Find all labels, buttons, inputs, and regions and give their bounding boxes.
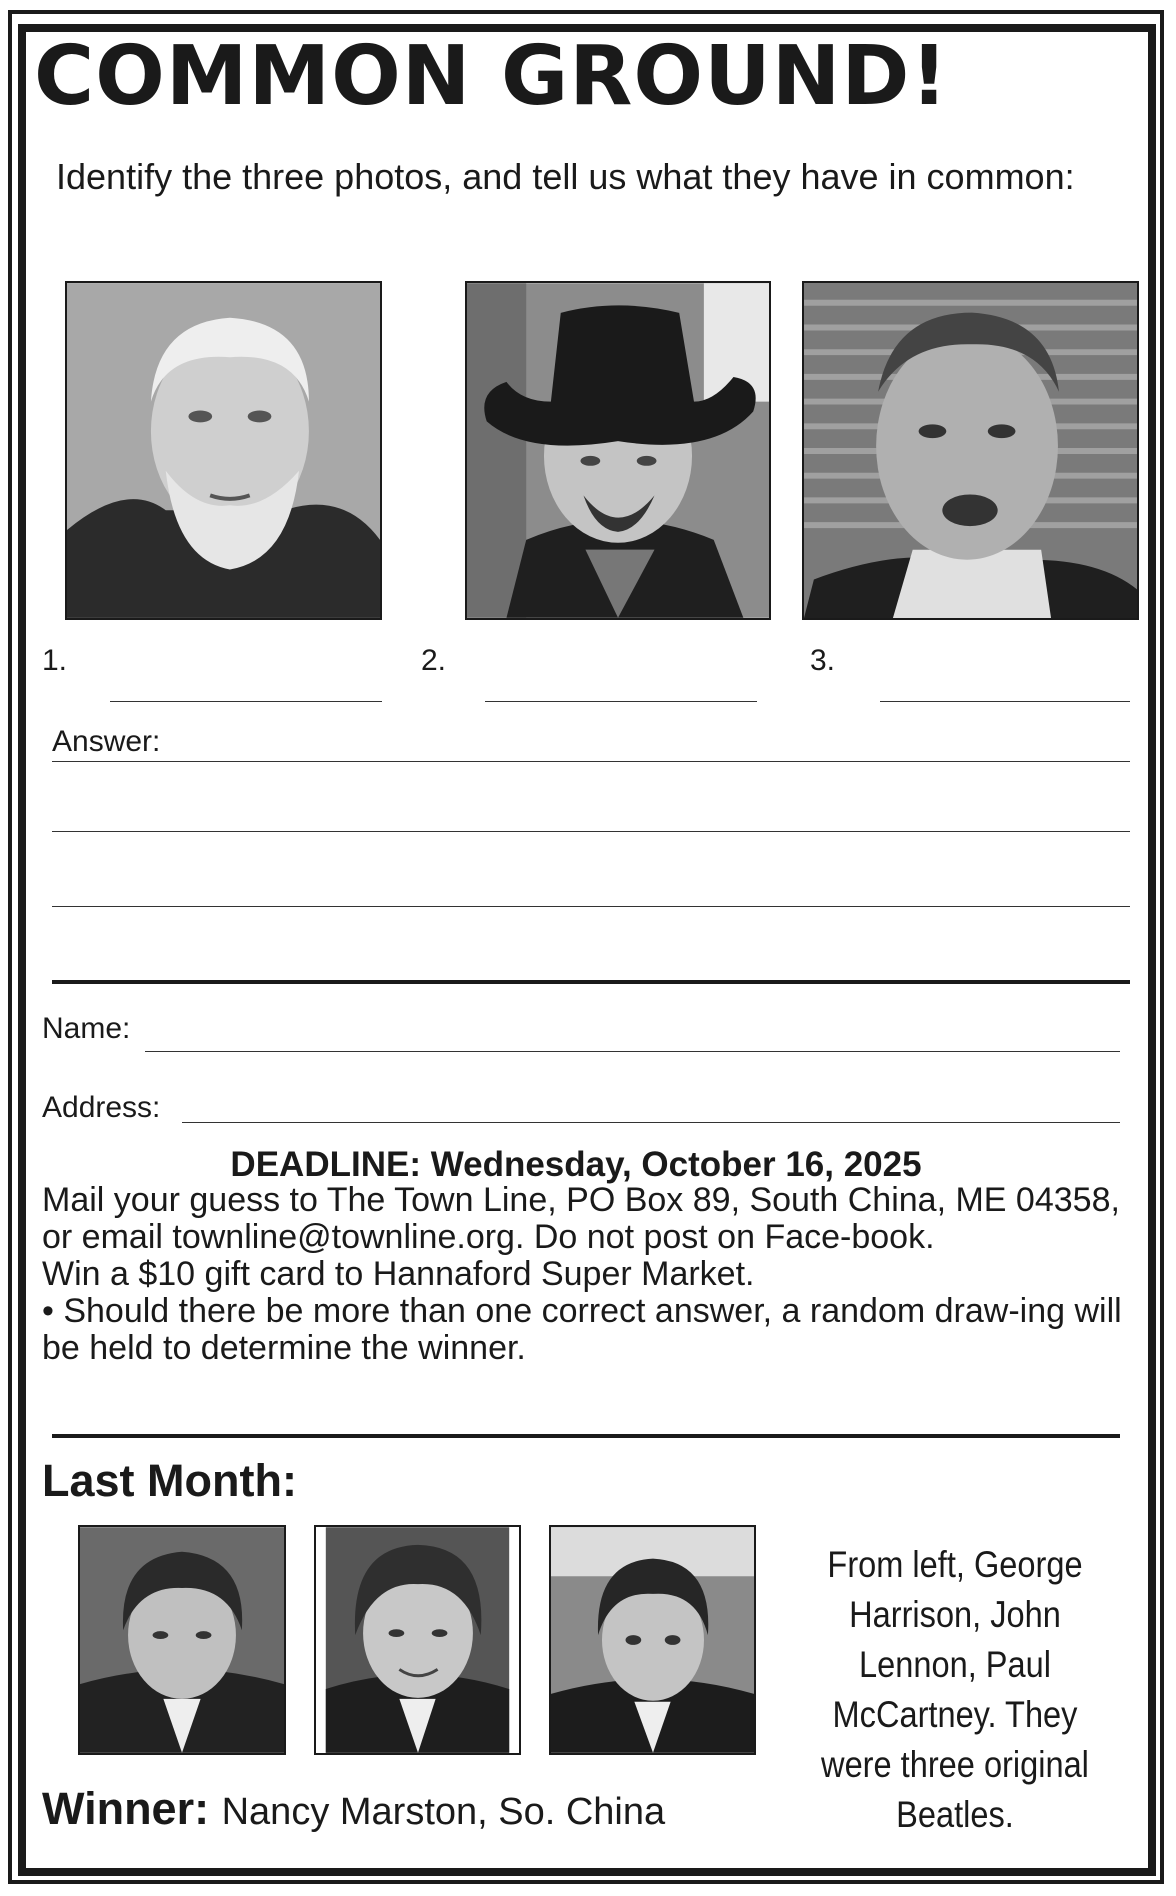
answer-field-line-1[interactable]	[52, 761, 1130, 762]
deadline-text: DEADLINE: Wednesday, October 16, 2025	[230, 1145, 922, 1184]
instructions-mail: Mail your guess to The Town Line, PO Box 89, South China, ME 04358, or email townline@townline.org. Do not post on Face-book.	[42, 1181, 1120, 1256]
answer-line-1[interactable]	[110, 701, 382, 702]
quiz-number-3: 3.	[810, 644, 836, 677]
last-month-photo-2	[314, 1525, 521, 1755]
instructions-prize: Win a $10 gift card to Hannaford Super Market.	[42, 1255, 755, 1293]
winner-label: Winner:	[42, 1783, 210, 1834]
last-month-photo-3	[549, 1525, 756, 1755]
quiz-photo-3	[802, 281, 1139, 620]
name-field-line[interactable]	[145, 1051, 1120, 1052]
answer-field-line-3[interactable]	[52, 906, 1130, 907]
quiz-photo-2	[465, 281, 771, 620]
portrait-george-harrison-photo	[80, 1527, 284, 1753]
address-label: Address:	[42, 1091, 161, 1124]
name-label: Name:	[42, 1012, 131, 1045]
answer-field-line-2[interactable]	[52, 831, 1130, 832]
last-month-heading: Last Month:	[42, 1455, 297, 1506]
instructions-drawing: • Should there be more than one correct answer, a random draw-ing will be held to determine the winner.	[42, 1292, 1122, 1367]
answer-line-2[interactable]	[485, 701, 757, 702]
quiz-photo-1	[65, 281, 382, 620]
quiz-number-1: 1.	[42, 644, 68, 677]
portrait-cowboy-hat-man-photo	[467, 283, 769, 618]
answer-line-3[interactable]	[880, 701, 1130, 702]
portrait-paul-mccartney-photo	[551, 1527, 754, 1753]
last-month-caption: From left, George Harrison, John Lennon, Paul McCartney. They were three original Beatles.	[821, 1544, 1089, 1835]
winner-name: Nancy Marston, So. China	[221, 1791, 666, 1833]
page-title: COMMON GROUND!	[34, 29, 949, 124]
portrait-older-man-photo	[804, 283, 1137, 618]
answer-label: Answer:	[52, 725, 161, 758]
quiz-number-2: 2.	[421, 644, 447, 677]
instructions-block	[42, 1182, 1132, 1367]
address-field-line[interactable]	[182, 1122, 1120, 1123]
last-month-divider	[52, 1434, 1120, 1438]
portrait-john-lennon-photo	[316, 1527, 519, 1753]
portrait-bearded-man-photo	[67, 283, 380, 618]
page-subtitle: Identify the three photos, and tell us what they have in common:	[56, 156, 1075, 197]
winner-line	[42, 1783, 665, 1835]
last-month-photo-1	[78, 1525, 286, 1755]
section-divider	[52, 980, 1130, 984]
